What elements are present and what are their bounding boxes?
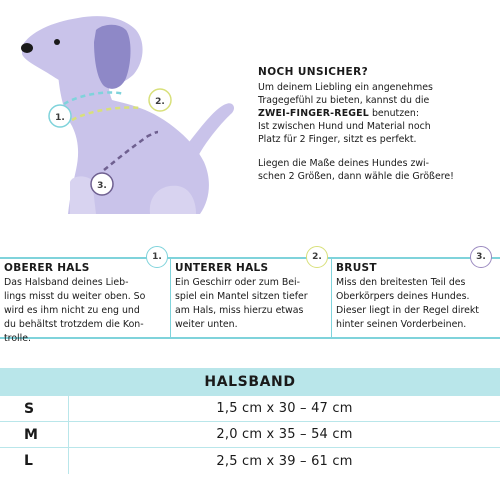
- size-row-m: [0, 422, 500, 448]
- size-row-l: [0, 448, 500, 474]
- measure-line: wird es ihm nicht zu eng und: [4, 305, 140, 316]
- measure-line: Das Halsband deines Lieb-: [4, 277, 129, 288]
- measure-lower-neck: [170, 257, 328, 338]
- tips-line-7: schen 2 Größen, dann wähle die Größere!: [258, 171, 454, 182]
- measure-line: trolle.: [4, 333, 32, 344]
- measure-line: Ein Geschirr oder zum Bei-: [175, 277, 301, 288]
- tips-rule-rest: benutzen:: [368, 108, 420, 119]
- tips-line-1: Um deinem Liebling ein angenehmes: [258, 82, 433, 93]
- measure-text: [175, 276, 328, 332]
- tips-section: [258, 66, 500, 183]
- measure-text: [4, 276, 166, 346]
- measure-line: du behältst trotzdem die Kon-: [4, 319, 144, 330]
- measure-line: Dieser liegt in der Regel direkt: [336, 305, 479, 316]
- measure-title: OBERER HALS: [4, 262, 90, 274]
- size-label: S: [24, 400, 35, 417]
- size-label: L: [24, 453, 33, 469]
- size-table: [0, 368, 500, 474]
- tips-rule-line: [258, 107, 500, 120]
- size-value: 1,5 cm x 30 – 47 cm: [68, 396, 500, 421]
- marker-2-label: 2.: [155, 97, 165, 107]
- badge-3: 3.: [470, 246, 492, 268]
- measure-line: lings misst du weiter oben. So: [4, 291, 146, 302]
- measure-line: Oberkörpers deines Hundes.: [336, 291, 470, 302]
- size-table-header: HALSBAND: [0, 368, 500, 396]
- two-finger-rule: ZWEI-FINGER-REGEL: [258, 108, 369, 119]
- measurement-band: [0, 246, 500, 348]
- dog-nose: [21, 43, 33, 53]
- dog-eye: [54, 39, 60, 45]
- measure-line: weiter unten.: [175, 319, 238, 330]
- badge-1: 1.: [146, 246, 168, 268]
- measure-title: UNTERER HALS: [175, 262, 269, 274]
- measure-line: am Hals, miss hierzu etwas: [175, 305, 304, 316]
- badge-2: 2.: [306, 246, 328, 268]
- size-value: 2,0 cm x 35 – 54 cm: [68, 422, 500, 447]
- measure-line: Miss den breitesten Teil des: [336, 277, 466, 288]
- measure-line: spiel ein Mantel sitzen tiefer: [175, 291, 308, 302]
- tips-line-6: Liegen die Maße deines Hundes zwi-: [258, 158, 430, 169]
- size-row-s: [0, 396, 500, 422]
- dog-svg: [0, 0, 240, 235]
- tips-line-2: Tragegefühl zu bieten, kannst du die: [258, 95, 430, 106]
- measure-text: [336, 276, 500, 332]
- marker-3-label: 3.: [97, 181, 107, 191]
- measure-chest: [331, 257, 500, 338]
- size-value: 2,5 cm x 39 – 61 cm: [68, 448, 500, 474]
- dog-illustration: [0, 0, 240, 235]
- tips-line-5: Platz für 2 Finger, sitzt es perfekt.: [258, 134, 417, 145]
- size-label: M: [24, 426, 38, 443]
- tips-line-4: Ist zwischen Hund und Material noch: [258, 121, 431, 132]
- measure-title: BRUST: [336, 262, 377, 274]
- tips-heading: NOCH UNSICHER?: [258, 66, 369, 78]
- marker-1-label: 1.: [55, 113, 65, 123]
- measure-upper-neck: [0, 257, 166, 344]
- measure-line: hinter seinen Vorderbeinen.: [336, 319, 467, 330]
